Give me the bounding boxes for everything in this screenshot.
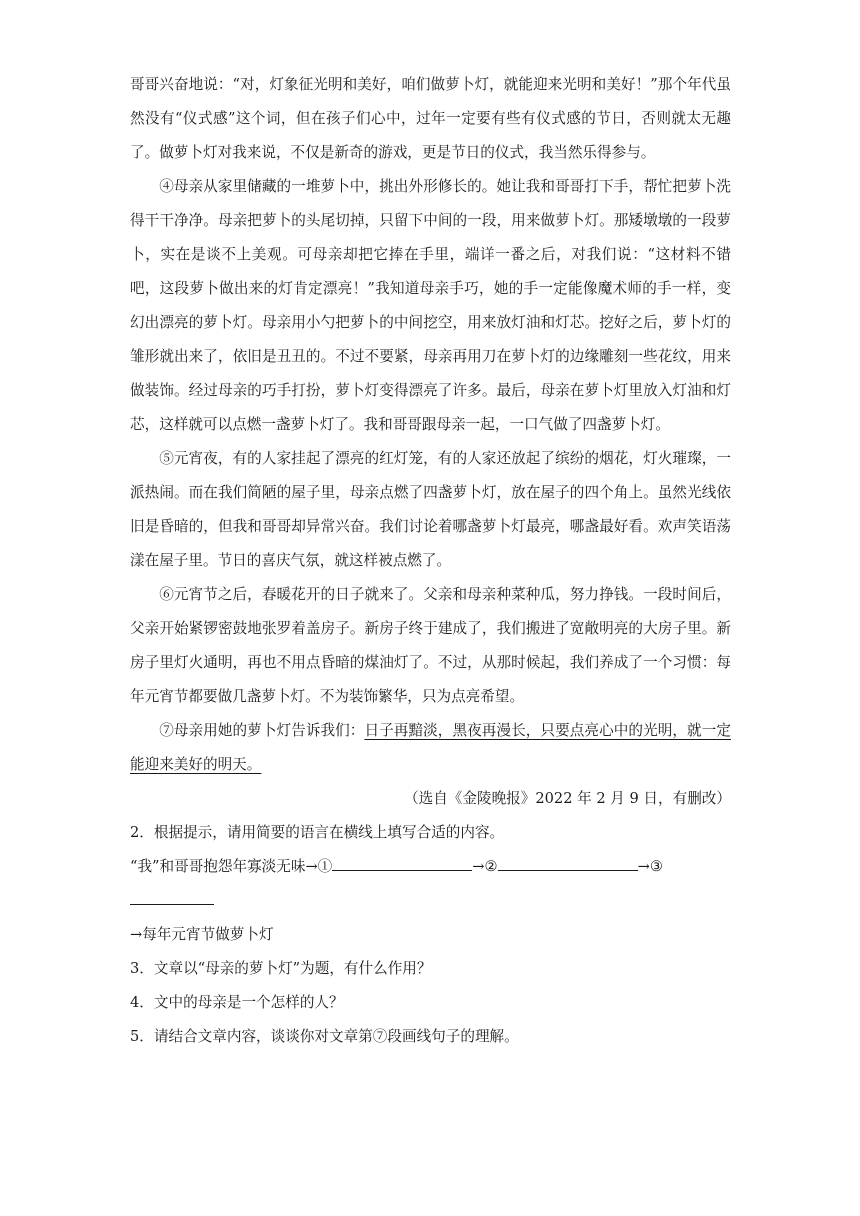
- answer-blank-3[interactable]: [130, 888, 214, 905]
- paragraph-7-lead: ⑦母亲用她的萝卜灯告诉我们：: [159, 722, 365, 739]
- document-page: [130, 68, 731, 1054]
- question-2-chain: [130, 850, 731, 952]
- answer-blank-2[interactable]: [498, 854, 638, 871]
- chain-arrow-3: →③: [637, 858, 663, 875]
- question-3: 3．文章以“母亲的萝卜灯”为题，有什么作用？: [130, 960, 432, 977]
- question-2-prompt: 2．根据提示，请用简要的语言在横线上填写合适的内容。: [130, 824, 505, 841]
- paragraph-3-continued: 哥哥兴奋地说：“对，灯象征光明和美好，咱们做萝卜灯，就能迎来光明和美好！”那个年代虽然没有“仪式感”这个词，但在孩子们心中，过年一定要有些有仪式感的节日，否则就太无趣了。做萝卜灯对我来说，不仅是新奇的游戏，更是节日的仪式，我当然乐得参与。: [130, 76, 731, 161]
- paragraph-5: ⑤元宵夜，有的人家挂起了漂亮的红灯笼，有的人家还放起了缤纷的烟花，灯火璀璨，一派热闹。而在我们简陋的屋子里，母亲点燃了四盏萝卜灯，放在屋子的四个角上。虽然光线依旧是昏暗的，但我和哥哥却异常兴奋。我们讨论着哪盏萝卜灯最亮，哪盏最好看。欢声笑语荡漾在屋子里。节日的喜庆气氛，就这样被点燃了。: [130, 450, 731, 569]
- chain-arrow-2: →②: [472, 858, 498, 875]
- chain-start: “我”和哥哥抱怨年寡淡无味→①: [130, 858, 333, 875]
- chain-end: →每年元宵节做萝卜灯: [130, 926, 274, 943]
- question-4: 4．文中的母亲是一个怎样的人？: [130, 994, 344, 1011]
- paragraph-7: [130, 714, 731, 782]
- paragraph-6: ⑥元宵节之后，春暖花开的日子就来了。父亲和母亲种菜种瓜，努力挣钱。一段时间后，父亲开始紧锣密鼓地张罗着盖房子。新房子终于建成了，我们搬进了宽敞明亮的大房子里。新房子里灯火通明，再也不用点昏暗的煤油灯了。不过，从那时候起，我们养成了一个习惯：每年元宵节都要做几盏萝卜灯。不为装饰繁华，只为点亮希望。: [130, 586, 731, 705]
- question-5: 5．请结合文章内容，谈谈你对文章第⑦段画线句子的理解。: [130, 1028, 519, 1045]
- paragraph-4: ④母亲从家里储藏的一堆萝卜中，挑出外形修长的。她让我和哥哥打下手，帮忙把萝卜洗得干干净净。母亲把萝卜的头尾切掉，只留下中间的一段，用来做萝卜灯。那矮墩墩的一段萝卜，实在是谈不上美观。可母亲却把它捧在手里，端详一番之后，对我们说：“这材料不错吧，这段萝卜做出来的灯肯定漂亮！”我知道母亲手巧，她的手一定能像魔术师的手一样，变幻出漂亮的萝卜灯。母亲用小勺把萝卜的中间挖空，用来放灯油和灯芯。挖好之后，萝卜灯的雏形就出来了，依旧是丑丑的。不过不要紧，母亲再用刀在萝卜灯的边缘雕刻一些花纹，用来做装饰。经过母亲的巧手打扮，萝卜灯变得漂亮了许多。最后，母亲在萝卜灯里放入灯油和灯芯，这样就可以点燃一盏萝卜灯了。我和哥哥跟母亲一起，一口气做了四盏萝卜灯。: [130, 178, 731, 433]
- underlined-sentence: 日子再黯淡，黑夜再漫长，只要点亮心中的光明，就一定能迎来美好的明天。: [130, 722, 731, 773]
- source-citation: （选自《金陵晚报》2022 年 2 月 9 日，有删改）: [404, 790, 731, 807]
- answer-blank-1[interactable]: [332, 854, 472, 871]
